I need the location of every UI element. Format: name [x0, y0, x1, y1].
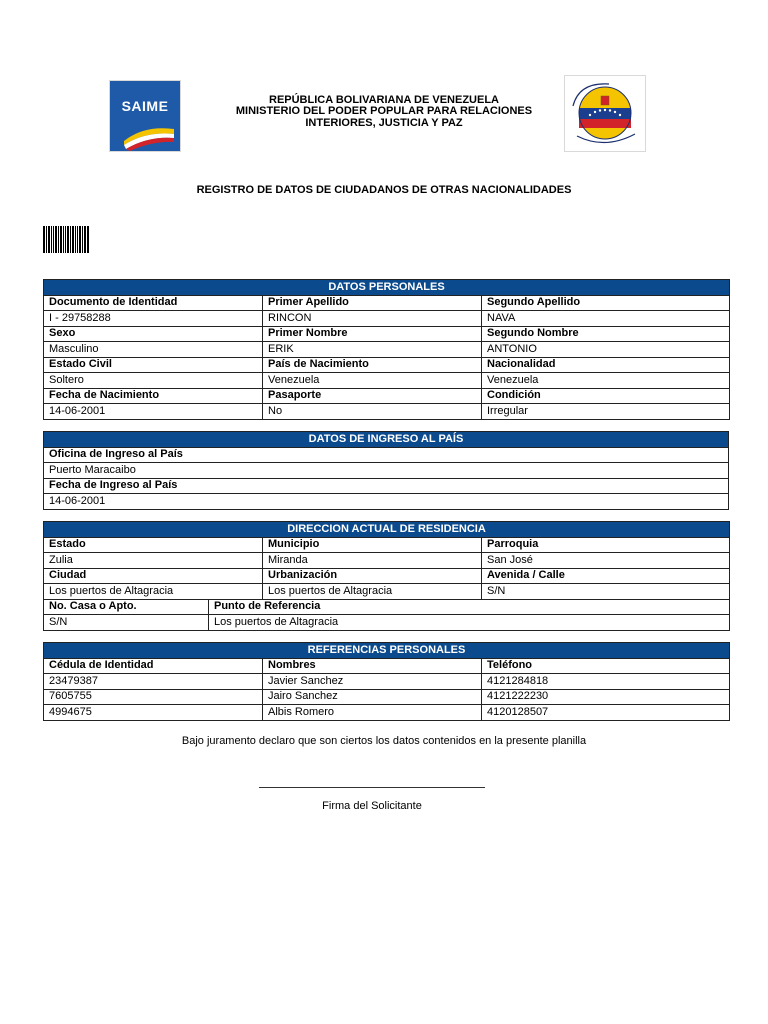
header-line-2: MINISTERIO DEL PODER POPULAR PARA RELACIONES — [235, 105, 533, 117]
ref-phone: 4121284818 — [482, 674, 730, 690]
civil-status-value: Soltero — [44, 373, 263, 389]
parish-label: Parroquia — [482, 537, 730, 553]
signature-line — [259, 787, 485, 788]
condition-value: Irregular — [482, 404, 730, 420]
ref-name: Jairo Sanchez — [263, 689, 482, 705]
parish-value: San José — [482, 553, 730, 569]
table-row — [44, 705, 730, 721]
saime-logo-text: SAIME — [121, 98, 169, 114]
entry-office-value: Puerto Maracaibo — [44, 463, 729, 479]
birth-country-label: País de Nacimiento — [263, 357, 482, 373]
nationality-label: Nacionalidad — [482, 357, 730, 373]
sex-label: Sexo — [44, 326, 263, 342]
sex-value: Masculino — [44, 342, 263, 358]
header-line-1: REPÚBLICA BOLIVARIANA DE VENEZUELA — [269, 94, 499, 106]
entry-data-header: DATOS DE INGRESO AL PAÍS — [44, 432, 729, 448]
document-id-label: Documento de Identidad — [44, 295, 263, 311]
references-table — [43, 642, 730, 721]
ref-name-column-header: Nombres — [263, 658, 482, 674]
ref-name: Javier Sanchez — [263, 674, 482, 690]
municipality-value: Miranda — [263, 553, 482, 569]
ref-phone-column-header: Teléfono — [482, 658, 730, 674]
passport-label: Pasaporte — [263, 388, 482, 404]
reference-point-value: Los puertos de Altagracia — [209, 615, 730, 631]
table-row — [44, 689, 730, 705]
ref-phone: 4120128507 — [482, 705, 730, 721]
personal-data-table — [43, 279, 730, 420]
second-surname-label: Segundo Apellido — [482, 295, 730, 311]
table-row — [44, 674, 730, 690]
condition-label: Condición — [482, 388, 730, 404]
reference-point-label: Punto de Referencia — [209, 599, 730, 615]
second-surname-value: NAVA — [482, 311, 730, 327]
civil-status-label: Estado Civil — [44, 357, 263, 373]
municipality-label: Municipio — [263, 537, 482, 553]
city-label: Ciudad — [44, 568, 263, 584]
city-value: Los puertos de Altagracia — [44, 584, 263, 600]
avenue-value: S/N — [482, 584, 730, 600]
document-id-value: I - 29758288 — [44, 311, 263, 327]
ref-id: 23479387 — [44, 674, 263, 690]
ref-id: 7605755 — [44, 689, 263, 705]
urbanization-label: Urbanización — [263, 568, 482, 584]
signature-label: Firma del Solicitante — [322, 800, 422, 812]
ministry-logo — [564, 75, 646, 152]
ref-id-column-header: Cédula de Identidad — [44, 658, 263, 674]
header-line-3: INTERIORES, JUSTICIA Y PAZ — [305, 117, 463, 129]
nationality-value: Venezuela — [482, 373, 730, 389]
second-name-label: Segundo Nombre — [482, 326, 730, 342]
birth-date-value: 14-06-2001 — [44, 404, 263, 420]
avenue-label: Avenida / Calle — [482, 568, 730, 584]
saime-flag-swoosh-icon — [110, 111, 181, 151]
birth-country-value: Venezuela — [263, 373, 482, 389]
references-header: REFERENCIAS PERSONALES — [44, 643, 730, 659]
ref-id: 4994675 — [44, 705, 263, 721]
first-surname-label: Primer Apellido — [263, 295, 482, 311]
sworn-declaration: Bajo juramento declaro que son ciertos los datos contenidos en la presente planilla — [181, 735, 587, 747]
entry-date-label: Fecha de Ingreso al País — [44, 478, 729, 494]
first-name-label: Primer Nombre — [263, 326, 482, 342]
state-label: Estado — [44, 537, 263, 553]
barcode-icon — [43, 226, 89, 253]
first-surname-value: RINCON — [263, 311, 482, 327]
ref-phone: 4121222230 — [482, 689, 730, 705]
first-name-value: ERIK — [263, 342, 482, 358]
passport-value: No — [263, 404, 482, 420]
ministry-seal-icon — [565, 76, 646, 152]
ref-name: Albis Romero — [263, 705, 482, 721]
entry-data-table — [43, 431, 729, 510]
house-number-value: S/N — [44, 615, 209, 631]
document-title: REGISTRO DE DATOS DE CIUDADANOS DE OTRAS NACIONALIDADES — [196, 184, 572, 196]
personal-data-header: DATOS PERSONALES — [44, 280, 730, 296]
entry-date-value: 14-06-2001 — [44, 494, 729, 510]
entry-office-label: Oficina de Ingreso al País — [44, 447, 729, 463]
birth-date-label: Fecha de Nacimiento — [44, 388, 263, 404]
address-header: DIRECCION ACTUAL DE RESIDENCIA — [44, 522, 730, 538]
urbanization-value: Los puertos de Altagracia — [263, 584, 482, 600]
saime-logo — [109, 80, 181, 152]
address-table — [43, 521, 730, 631]
state-value: Zulia — [44, 553, 263, 569]
second-name-value: ANTONIO — [482, 342, 730, 358]
house-number-label: No. Casa o Apto. — [44, 599, 209, 615]
